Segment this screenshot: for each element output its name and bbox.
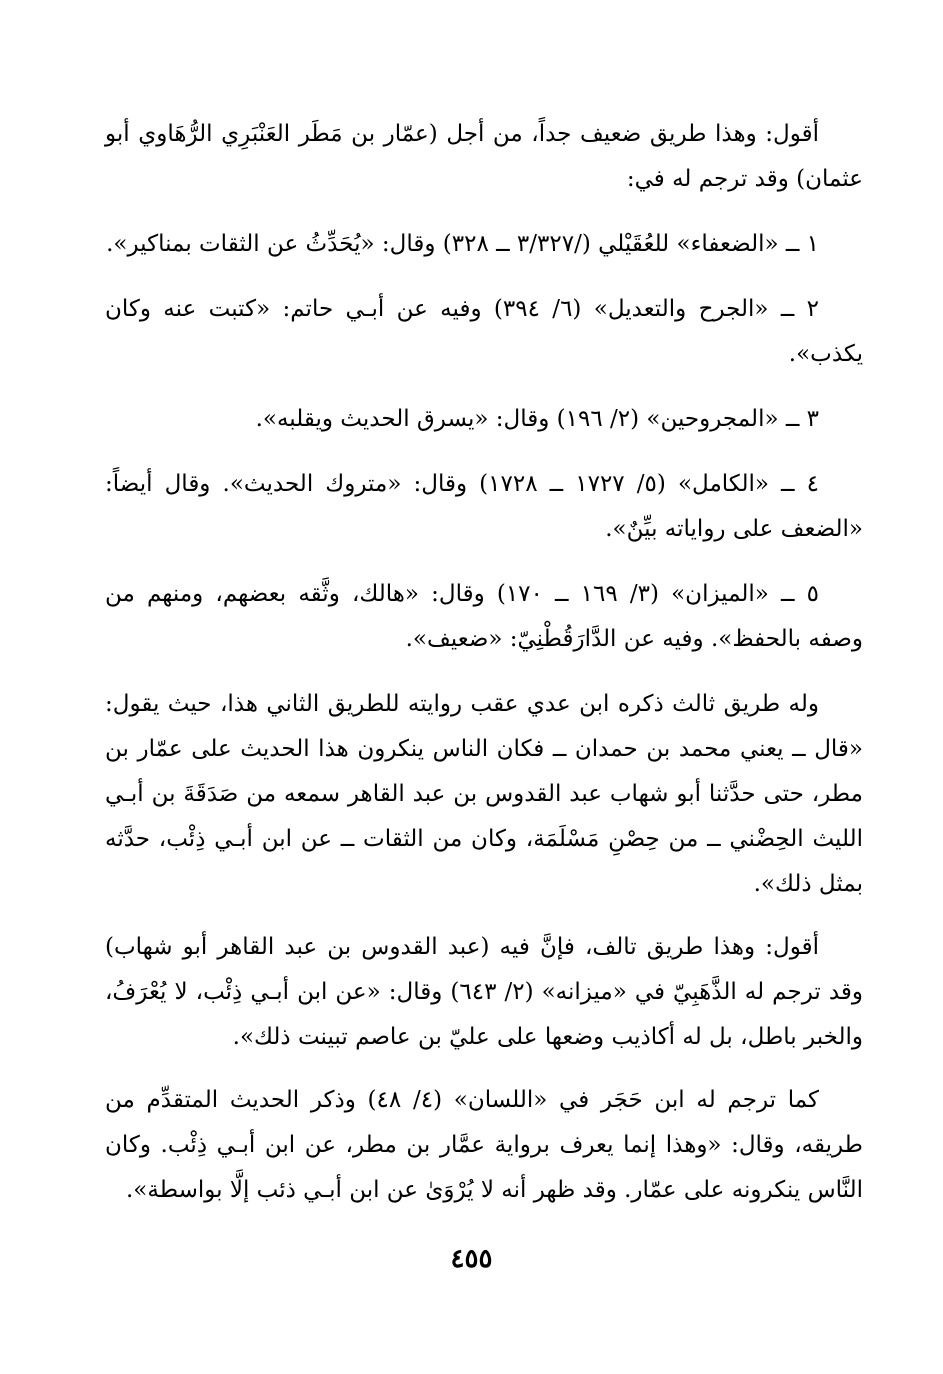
paragraph-third-route: وله طريق ثالث ذكره ابن عدي عقب روايته للطريق الثاني هذا، حيث يقول: «قال ــ يعني محمد بن حمدان ــ فكان الناس ينكرون هذا الحديث على عمّار بن مطر، حتى حدَّثنا أبو شهاب عبد القدوس بن عبد القاهر سمعه من صَدَقَةَ بن أبـي الليث الحِضْني ــ من حِصْنِ مَسْلَمَة، وكان من الثقات ــ عن ابن أبـي ذِئْب، حدَّثه بمثل ذلك».: [105, 691, 863, 897]
paragraph-intro: أقول: وهذا طريق ضعيف جداً، من أجل (عمّار بن مَطَر العَنْبَرِي الرُّهَاوي أبو عثمان) وقد ترجم له في:: [105, 121, 863, 192]
document-body: [105, 112, 863, 1233]
list-item-3: ٣ ــ «المجروحين» (٢/ ١٩٦) وقال: «يسرق الحديث ويقلبه».: [255, 406, 819, 432]
list-item-4: ٤ ــ «الكامل» (٥/ ١٧٢٧ ــ ١٧٢٨) وقال: «متروك الحديث». وقال أيضاً: «الضعف على رواياته بيِّنٌ».: [105, 471, 863, 542]
paragraph-ibn-hajar: كما ترجم له ابن حَجَر في «اللسان» (٤/ ٤٨) وذكر الحديث المتقدِّم من طريقه، وقال: «وهذا إنما يعرف برواية عمَّار بن مطر، عن ابن أبـي ذِئْب. وكان النَّاس ينكرونه على عمّار. وقد ظهر أنه لا يُرْوَىٰ عن ابن أبـي ذئب إلَّا بواسطة».: [105, 1087, 863, 1203]
list-item-5: ٥ ــ «الميزان» (٣/ ١٦٩ ــ ١٧٠) وقال: «هالك، وثَّقه بعضهم، ومنهم من وصفه بالحفظ». وفيه عن الدَّارَقُطْنِيّ: «ضعيف».: [105, 581, 863, 652]
list-item-1: ١ ــ «الضعفاء» للعُقَيْلي (/٣/٣٢٧ ــ ٣٢٨) وقال: «يُحَدِّثُ عن الثقات بمناكير».: [106, 231, 819, 257]
list-item-2: ٢ ــ «الجرح والتعديل» (٦/ ٣٩٤) وفيه عن أبـي حاتم: «كتبت عنه وكان يكذب».: [105, 296, 863, 367]
paragraph-commentary: أقول: وهذا طريق تالف، فإنَّ فيه (عبد القدوس بن عبد القاهر أبو شهاب) وقد ترجم له الذَّهَبِيّ في «ميزانه» (٢/ ٦٤٣) وقال: «عن ابن أبـي ذِئْب، لا يُعْرَفُ، والخبر باطل، بل له أكاذيب وضعها على عليّ بن عاصم تبينت ذلك».: [105, 934, 864, 1050]
page-number: ٤٥٥: [450, 1244, 493, 1274]
